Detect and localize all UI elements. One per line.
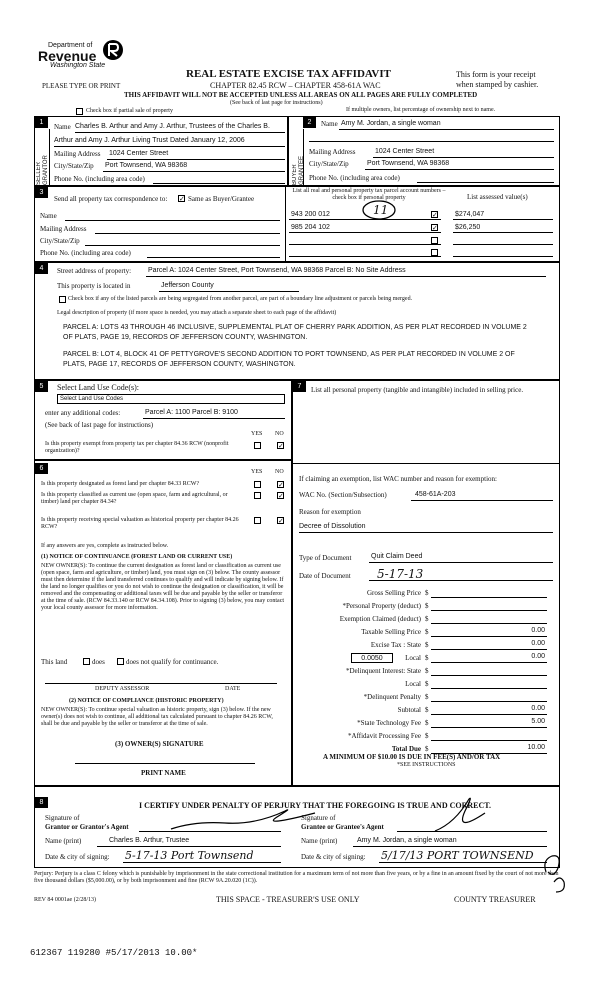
exempt-yes-checkbox[interactable] (254, 442, 261, 449)
section-4 (34, 262, 560, 380)
partial-sale-label: Check box if partial sale of property (86, 108, 173, 114)
street-address[interactable]: Parcel A: 1024 Center Street, Port Townsend, WA 98368 Parcel B: No Site Address (148, 267, 406, 274)
grantee-agent-label: Grantee or Grantee's Agent (301, 823, 384, 831)
grantee-name[interactable]: Amy M. Jordan, a single woman (357, 837, 457, 844)
parcel-4-personal-checkbox[interactable] (431, 249, 438, 256)
section-number-6: 6 (35, 463, 48, 474)
section-number-4: 4 (35, 263, 48, 274)
tax-row-label: Exemption Claimed (deduct) (339, 615, 421, 623)
seller-city-label: City/State/Zip (54, 162, 94, 170)
buyer-city-label: City/State/Zip (309, 160, 349, 168)
tax-row-label: *State Technology Fee (357, 719, 421, 727)
tax-row-underline (431, 597, 547, 598)
deputy-assessor-label: DEPUTY ASSESSOR (95, 686, 150, 692)
handwritten-initials (540, 842, 570, 902)
tax-row-value[interactable]: 5.00 (531, 718, 545, 725)
grantee-name-label: Name (print) (301, 837, 338, 845)
grantee-signature[interactable] (425, 793, 505, 837)
grantor-name-label: Name (print) (45, 837, 82, 845)
located-county[interactable]: Jefferson County (161, 282, 214, 289)
local-rate-field[interactable]: 0.0050 (351, 653, 393, 663)
s5-no-header: NO (275, 431, 284, 437)
buyer-side-label: BUYER GRANTEE (292, 155, 305, 185)
section-3 (34, 186, 560, 262)
located-label: This property is located in (57, 282, 131, 290)
s3-mail-label: Mailing Address (40, 225, 87, 233)
dollar-sign: $ (425, 667, 429, 675)
section-number-3: 3 (35, 187, 48, 198)
section-7 (292, 380, 560, 786)
dollar-sign: $ (425, 615, 429, 623)
current-use-no-checkbox[interactable]: ✓ (278, 492, 284, 500)
seller-section (34, 116, 288, 186)
tax-row-underline (431, 740, 547, 741)
tax-row-label: Gross Selling Price (366, 589, 421, 597)
land-use-select[interactable]: Select Land Use Codes (57, 394, 285, 404)
exempt-no-checkbox[interactable]: ✓ (278, 442, 284, 450)
revenue-logo-mark (102, 38, 124, 62)
buyer-name[interactable]: Amy M. Jordan, a single woman (341, 120, 441, 127)
forest-yes-checkbox[interactable] (254, 481, 261, 488)
doc-date-label: Date of Document (299, 572, 351, 580)
grantor-sig-label: Signature of (45, 814, 80, 822)
please-type: PLEASE TYPE OR PRINT (42, 82, 121, 90)
buyer-mail-label: Mailing Address (309, 148, 356, 156)
doc-type-label: Type of Document (299, 554, 352, 562)
additional-codes-label: enter any additional codes: (45, 409, 121, 417)
tax-row-underline (431, 649, 547, 650)
current-use-question: Is this property classified as current use (open space, farm and agricultural, or timber) land per chapter 84.34? (41, 492, 228, 505)
tax-row-underline (431, 610, 547, 611)
segregated-checkbox[interactable] (59, 296, 66, 303)
s3-city-label: City/State/Zip (40, 237, 80, 245)
wac-label: WAC No. (Section/Subsection) (299, 491, 387, 499)
grantor-date-city[interactable]: 5-17-13 Port Townsend (125, 849, 254, 862)
print-name-label: PRINT NAME (141, 769, 186, 777)
seller-mail-label: Mailing Address (54, 150, 101, 158)
see-instructions-note: *SEE INSTRUCTIONS (397, 762, 456, 768)
continuance-text: NEW OWNER(S): To continue the current designation as forest land or classification as current use (open space, farm and agriculture, or timber) land, you must sign on (3) below. The county assessor must then determine if the land transferred continues to qualify and will indicate by signing below. If the land no longer qualifies or you do not wish to continue the designation or classification, it will be removed and the compensating or additional taxes will be due and payable by the seller or transferor at the time of sale. (RCW 84.33.140 or RCW 84.34.108). Prior to signing (3) below, you may contact your local county assessor for more information. (41, 563, 285, 611)
multiple-owners-note: If multiple owners, list percentage of ownership next to name. (346, 107, 496, 113)
tax-row-label: Local (405, 680, 421, 688)
form-revision: REV 84 0001ae (2/28/13) (34, 897, 97, 903)
parcel-1[interactable]: 943 200 012 (291, 211, 330, 218)
form-title: REAL ESTATE EXCISE TAX AFFIDAVIT (186, 68, 391, 80)
buyer-section (288, 116, 560, 186)
form-chapter: CHAPTER 82.45 RCW – CHAPTER 458-61A WAC (210, 81, 381, 90)
current-use-yes-checkbox[interactable] (254, 492, 261, 499)
tax-row-label: Total Due (391, 745, 421, 753)
handwritten-circle (361, 199, 397, 221)
tax-row-underline (431, 727, 547, 728)
dept-line3: Washington State (50, 62, 106, 69)
dept-line1: Department of (48, 42, 93, 49)
tax-row-value[interactable]: 0.00 (531, 705, 545, 712)
seller-name[interactable]: Charles B. Arthur and Amy J. Arthur, Trustees of the Charles B. (75, 123, 270, 130)
if-yes-note: If any answers are yes, complete as instructed below. (41, 543, 169, 549)
continuance-title: (1) NOTICE OF CONTINUANCE (FOREST LAND OR CURRENT USE) (41, 554, 233, 560)
s6-no-header: NO (275, 469, 284, 475)
doc-type[interactable]: Quit Claim Deed (371, 553, 423, 560)
tax-row-label: Local (405, 654, 421, 662)
does-not-label: does not qualify for continuance. (126, 658, 219, 666)
parcel-1-personal-checkbox[interactable]: ✓ (432, 211, 438, 219)
s5-yes-header: YES (251, 431, 263, 437)
certify-statement: I CERTIFY UNDER PENALTY OF PERJURY THAT THE FOREGOING IS TRUE AND CORRECT. (139, 801, 492, 810)
street-label: Street address of property: (57, 267, 132, 275)
handwritten-count: 11 (373, 203, 389, 217)
section-number-8: 8 (35, 797, 48, 808)
parcel-2-personal-checkbox[interactable]: ✓ (432, 224, 438, 232)
tax-row-label: *Delinquent Interest: State (345, 667, 421, 675)
tax-row-label: *Personal Property (deduct) (342, 602, 421, 610)
forest-no-checkbox[interactable]: ✓ (278, 481, 284, 489)
grantor-name[interactable]: Charles B. Arthur, Trustee (109, 837, 190, 844)
grantor-date-label: Date & city of signing: (45, 853, 110, 861)
tax-row-underline (431, 662, 547, 663)
additional-codes[interactable]: Parcel A: 1100 Parcel B: 9100 (145, 409, 238, 416)
exempt-question: Is this property exempt from property tax per chapter 84.36 RCW (nonprofit organization)? (45, 441, 229, 454)
same-as-buyer-checkbox[interactable]: ✓ (179, 195, 185, 203)
reason-value[interactable]: Decree of Dissolution (299, 523, 366, 530)
same-as-buyer-label: Same as Buyer/Grantee (188, 195, 255, 203)
section-number-5: 5 (35, 381, 48, 392)
section-5 (34, 380, 292, 460)
this-land-label: This land (41, 658, 68, 666)
tax-row-underline (431, 714, 547, 715)
land-use-see-back: (See back of last page for instructions) (45, 421, 154, 429)
grantee-sig-label: Signature of (301, 814, 336, 822)
form-warning: THIS AFFIDAVIT WILL NOT BE ACCEPTED UNLESS ALL AREAS ON ALL PAGES ARE FULLY COMPLETED (124, 91, 478, 99)
tax-row-label: *Delinquent Penalty (363, 693, 421, 701)
does-checkbox[interactable] (83, 658, 90, 665)
tax-row-underline (431, 675, 547, 676)
county-treasurer-label: COUNTY TREASURER (454, 895, 536, 904)
partial-sale-checkbox[interactable] (76, 108, 83, 115)
dollar-sign: $ (425, 706, 429, 714)
seller-city[interactable]: Port Townsend, WA 98368 (105, 162, 188, 169)
section-6 (34, 460, 292, 786)
tax-row-label: Subtotal (397, 706, 421, 714)
forest-question: Is this property designated as forest land per chapter 84.33 RCW? (41, 481, 200, 487)
grantee-date-label: Date & city of signing: (301, 853, 366, 861)
exemption-question: If claiming an exemption, list WAC number and reason for exemption: (299, 475, 497, 483)
buyer-name-label: Name (321, 120, 338, 128)
assessed-2[interactable]: $26,250 (455, 224, 481, 231)
historic-no-checkbox[interactable]: ✓ (278, 517, 284, 525)
historic-question: Is this property receiving special valuation as historical property per chapter 84.26 RCW? (41, 517, 239, 530)
does-label: does (92, 658, 105, 666)
wac-number[interactable]: 458-61A-203 (415, 491, 456, 498)
dept-line2: Revenue (38, 48, 97, 64)
dollar-sign: $ (425, 589, 429, 597)
parcel-2[interactable]: 985 204 102 (291, 224, 330, 231)
compliance-text: NEW OWNER(S): To continue special valuation as historic property, sign (3) below. If the new owner(s) does not wish to continue, all additional tax calculated pursuant to chapter 84.26 RCW, shall be due and payable by the seller or transferor at the time of sale. (41, 707, 273, 727)
treasurer-stamp: 612367 119280 #5/17/2013 10.00* (30, 948, 198, 958)
buyer-mail[interactable]: 1024 Center Street (375, 148, 435, 155)
tax-row-value[interactable]: 0.00 (531, 640, 545, 647)
reason-label: Reason for exemption (299, 508, 361, 516)
section-number-1: 1 (35, 117, 48, 128)
parcel-3-personal-checkbox[interactable] (431, 237, 438, 244)
parcel-list-header: List all real and personal property tax parcel account numbers – check box if personal property (292, 188, 446, 201)
section-8 (34, 786, 560, 868)
dollar-sign: $ (425, 602, 429, 610)
section-number-7: 7 (293, 381, 306, 392)
dollar-sign: $ (425, 719, 429, 727)
dollar-sign: $ (425, 654, 429, 662)
buyer-city[interactable]: Port Townsend, WA 98368 (367, 160, 450, 167)
receipt-line1: This form is your receipt (456, 70, 536, 79)
legal-parcel-a: PARCEL A: LOTS 43 THROUGH 46 INCLUSIVE, SUPPLEMENTAL PLAT OF CHERRY PARK ADDITION, AS PER PLAT RECORDED IN VOLUME 2 OF PLATS, PAGE 19, RECORDS OF JEFFERSON COUNTY, WASHINGTON. (63, 324, 527, 341)
compliance-title: (2) NOTICE OF COMPLIANCE (HISTORIC PROPERTY) (69, 698, 224, 704)
perjury-notice: Perjury: Perjury is a class C felony which is punishable by imprisonment in the state correctional institution for a maximum term of not more than five years, or by a fine in an amount fixed by the court of not more than five thousand dollars ($5,000.00), or by both imprisonment and fine (RCW 9A.20.020 (1C)). (34, 871, 559, 884)
historic-yes-checkbox[interactable] (254, 517, 261, 524)
dollar-sign: $ (425, 680, 429, 688)
buyer-phone-label: Phone No. (including area code) (309, 174, 400, 182)
tax-row-value[interactable]: 10.00 (527, 744, 545, 751)
grantee-date-city[interactable]: 5/17/13 PORT TOWNSEND (381, 849, 534, 862)
s6-yes-header: YES (251, 469, 263, 475)
assessed-header: List assessed value(s) (467, 193, 528, 201)
receipt-line2: when stamped by cashier. (456, 80, 539, 89)
send-correspondence-label: Send all property tax correspondence to: (54, 195, 168, 203)
owner-signature-label: (3) OWNER(S) SIGNATURE (115, 740, 204, 748)
treasurer-space-label: THIS SPACE - TREASURER'S USE ONLY (216, 895, 360, 904)
seller-mail[interactable]: 1024 Center Street (109, 150, 169, 157)
legal-label: Legal description of property (if more space is needed, you may attach a separate sheet to each page of the affidavit) (57, 310, 337, 316)
tax-row-value[interactable]: 0.00 (531, 627, 545, 634)
legal-parcel-b: PARCEL B: LOT 4, BLOCK 41 OF PETTYGROVE'S SECOND ADDITION TO PORT TOWNSEND, AS PER PLAT RECORDED IN VOLUME 2 OF PLATS, PAGE 17, RECORDS OF JEFFERSON COUNTY, WASHINGTON. (63, 351, 515, 368)
grantor-agent-label: Grantor or Grantor's Agent (45, 823, 129, 831)
revenue-logo (38, 38, 128, 72)
seller-phone-label: Phone No. (including area code) (54, 175, 145, 183)
tax-row-label: Excise Tax : State (370, 641, 421, 649)
deputy-date-label: DATE (225, 686, 241, 692)
personal-property-list-label: List all personal property (tangible and intangible) included in selling price. (311, 386, 524, 394)
s3-phone-label: Phone No. (including area code) (40, 249, 131, 257)
section-number-2: 2 (303, 117, 316, 128)
dollar-sign: $ (425, 745, 429, 753)
seller-name-line2[interactable]: Arthur and Amy J. Arthur Living Trust Dated January 12, 2006 (54, 137, 245, 144)
tax-row-underline (431, 636, 547, 637)
tax-row-value[interactable]: 0.00 (531, 653, 545, 660)
seller-name-label: Name (54, 123, 71, 131)
dollar-sign: $ (425, 693, 429, 701)
dollar-sign: $ (425, 732, 429, 740)
does-not-checkbox[interactable] (117, 658, 124, 665)
see-back-instructions: (See back of last page for instructions) (230, 100, 323, 106)
tax-row-underline (431, 688, 547, 689)
dollar-sign: $ (425, 641, 429, 649)
tax-row-label: Taxable Selling Price (361, 628, 421, 636)
seller-side-label: SELLER GRANTOR (36, 155, 49, 185)
tax-row-underline (431, 623, 547, 624)
land-use-label: Select Land Use Code(s): (57, 383, 139, 392)
segregated-label: Check box if any of the listed parcels are being segregated from another parcel, are part of a boundary line adjustment or parcels being merged. (68, 296, 413, 302)
minimum-note: A MINIMUM OF $10.00 IS DUE IN FEE(S) AND/OR TAX (323, 753, 501, 761)
dollar-sign: $ (425, 628, 429, 636)
doc-date[interactable]: 5-17-13 (377, 567, 424, 581)
tax-row-label: *Affidavit Processing Fee (348, 732, 421, 740)
assessed-1[interactable]: $274,047 (455, 211, 485, 218)
tax-row-underline (431, 701, 547, 702)
s3-name-label: Name (40, 212, 57, 220)
